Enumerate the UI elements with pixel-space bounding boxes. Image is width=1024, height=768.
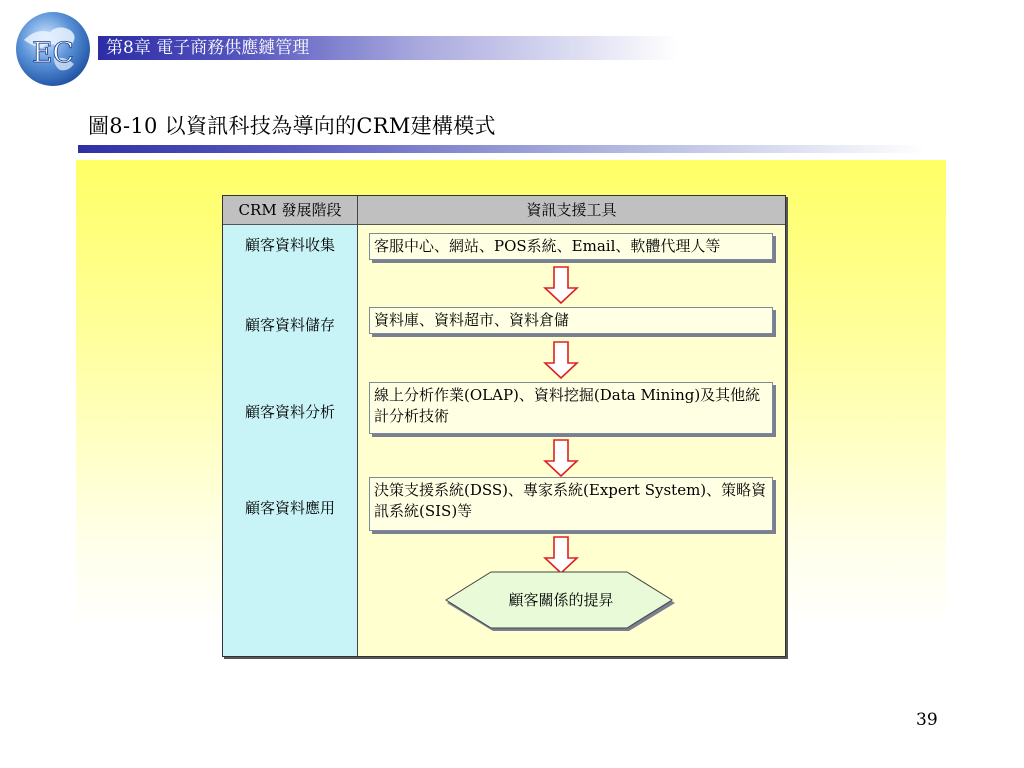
crm-diagram bbox=[222, 195, 786, 657]
logo-text: EC bbox=[32, 36, 74, 69]
stage-column bbox=[223, 225, 358, 656]
page-number: 39 bbox=[916, 710, 938, 730]
outcome-label: 顧客關係的提昇 bbox=[508, 591, 614, 609]
stage-analysis: 顧客資料分析 bbox=[244, 403, 335, 421]
stage-storage: 顧客資料儲存 bbox=[244, 316, 335, 334]
stage-column-header: CRM 發展階段 bbox=[223, 196, 358, 225]
down-arrow-icon bbox=[543, 266, 579, 304]
down-arrow-icon bbox=[543, 341, 579, 379]
stage-collection: 顧客資料收集 bbox=[244, 236, 335, 254]
title-underline bbox=[78, 145, 926, 153]
down-arrow-icon bbox=[543, 439, 579, 477]
tools-column-header: 資訊支援工具 bbox=[358, 196, 785, 225]
tool-box-analysis: 線上分析作業(OLAP)、資料挖掘(Data Mining)及其他統計分析技術 bbox=[369, 382, 773, 434]
slide-title: 圖8-10 以資訊科技為導向的CRM建構模式 bbox=[88, 114, 496, 138]
stage-application: 顧客資料應用 bbox=[244, 499, 335, 517]
tool-box-collection: 客服中心、網站、POS系統、Email、軟體代理人等 bbox=[369, 233, 773, 260]
chapter-title: 第8章 電子商務供應鏈管理 bbox=[106, 38, 310, 58]
tool-box-application: 決策支援系統(DSS)、專家系統(Expert System)、策略資訊系統(SIS)等 bbox=[369, 477, 773, 531]
tool-box-storage: 資料庫、資料超市、資料倉儲 bbox=[369, 307, 773, 334]
ec-logo bbox=[14, 10, 92, 88]
down-arrow-icon bbox=[543, 536, 579, 574]
